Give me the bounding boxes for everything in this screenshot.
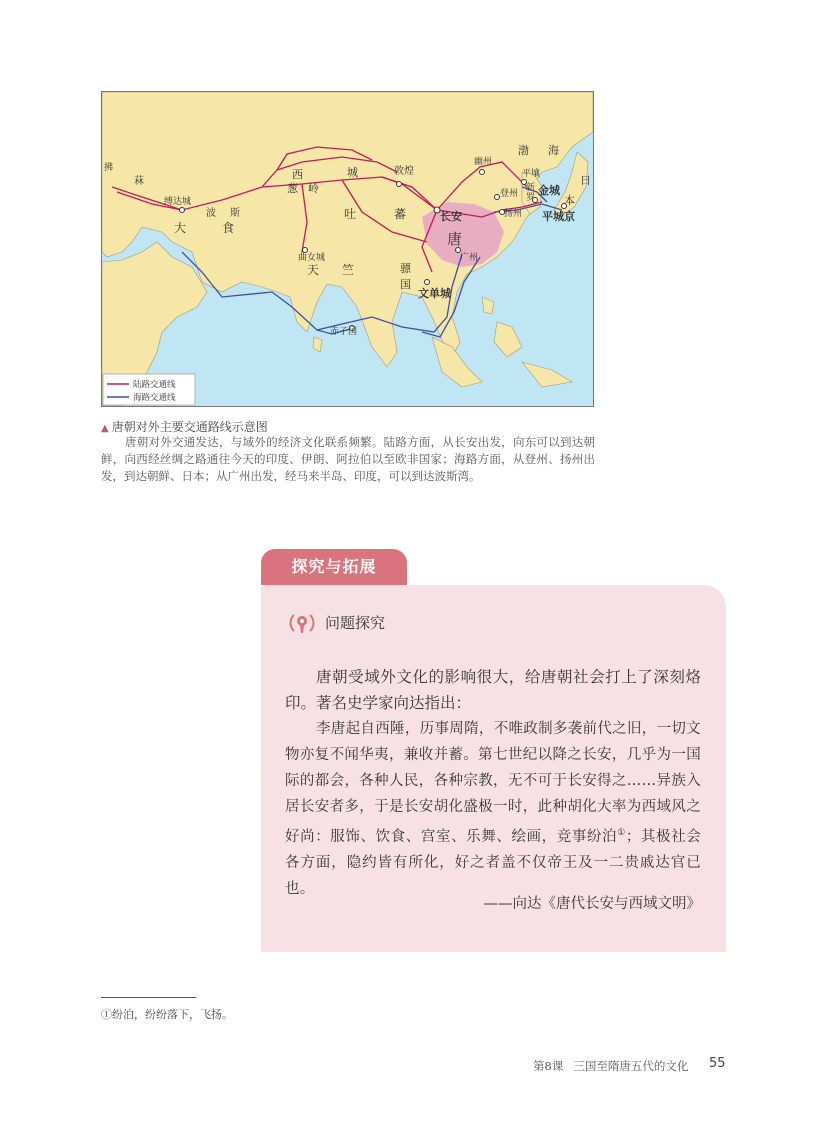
map-label-dengzhou: 登州 — [500, 189, 519, 199]
map-label-piao-1: 骠 — [400, 262, 411, 275]
question-explore-icon — [289, 610, 315, 636]
map-label-wendancheng: 文单城 — [418, 287, 451, 300]
map-label-jincheng: 金城 — [538, 184, 560, 197]
quote-text-part-1: 李唐起自西陲，历事周隋，不唯政制多袭前代之旧，一切文物亦复不闻华夷，兼收并蓄。第七世纪以降之长安，几乎为一国际的都会，各种人民，各种宗教，无不可于长安得之……异族入居长安者多，于是长安胡化盛极一时，此种胡化大率为西域风之好尚：服饰、饮食、宫室、乐舞、绘画，竞事纷泊 — [285, 721, 701, 845]
explore-section-tab: 探究与拓展 — [261, 549, 407, 585]
footer-title: 三国至隋唐五代的文化 — [573, 1059, 689, 1073]
map-label-tianzhu-2: 竺 — [342, 263, 355, 277]
footer-lesson: 第8课 — [533, 1059, 564, 1073]
quote-source: ——向达《唐代长安与西域文明》 — [483, 896, 701, 912]
map-label-japan-1: 日 — [580, 174, 591, 187]
map-label-changan: 长安 — [440, 210, 462, 223]
map-label-cong: 葱 — [287, 182, 298, 195]
map-label-japan-2: 本 — [564, 194, 575, 207]
map-label-fulin: 拂 — [104, 163, 114, 173]
map-label-ling: 岭 — [308, 182, 319, 195]
map-label-chizi: 赤子国 — [330, 327, 358, 337]
map-label-guangzhou: 广州 — [460, 253, 479, 263]
map-label-tianzhu-1: 天 — [307, 263, 320, 277]
map-label-xi: 西 — [292, 168, 303, 181]
map-label-bagdad: 缚达城 — [164, 197, 192, 207]
figure-caption-title — [101, 418, 268, 435]
legend-sea-label: 海路交通线 — [133, 393, 176, 403]
map-label-bohai-2: 海 — [548, 144, 559, 157]
quote-text-part-2: ；其极社会各方面，隐约皆有所化，好之者盖不仅帝王及一二贵戚达官已也。 — [285, 828, 701, 897]
page-footer — [533, 1058, 688, 1074]
map-label-dunhuang: 敦煌 — [394, 166, 414, 177]
map-label-bohai-1: 渤 — [518, 144, 529, 157]
section-title: 问题探究 — [325, 614, 386, 632]
map-label-pingrang: 平壤 — [522, 169, 541, 179]
map-label-dashi-2: 食 — [222, 221, 235, 235]
map-label-fulin-2: 菻 — [134, 176, 144, 187]
map-legend — [103, 374, 195, 405]
map-label-luo: 罗 — [526, 193, 536, 203]
footnote: ①纷泊，纷纷落下，飞扬。 — [101, 1008, 233, 1021]
map-label-youzhou: 幽州 — [474, 157, 493, 167]
triangle-icon: ▲ — [101, 423, 109, 434]
caption-title-text: 唐朝对外主要交通路线示意图 — [111, 420, 268, 434]
page-number: 55 — [709, 1056, 726, 1071]
map-label-piao-2: 国 — [400, 278, 411, 291]
map-label-cheng: 城 — [347, 166, 358, 179]
footnote-divider — [101, 997, 196, 998]
map-label-tubo-1: 吐 — [344, 207, 357, 221]
tang-trade-routes-map — [101, 91, 594, 407]
map-label-qunucheng: 曲女城 — [298, 253, 326, 263]
map-label-tang: 唐 — [447, 230, 463, 248]
figure-caption-body: 唐朝对外交通发达，与域外的经济文化联系频繁。陆路方面，从长安出发，向东可以到达朝鲜，向西经丝绸之路通往今天的印度、伊朗、阿拉伯以至欧非国家；海路方面，从登州、扬州出发，到达朝鲜、日本；从广州出发，经马来半岛、印度，可以到达波斯湾。 — [101, 435, 595, 483]
map-label-pingchengjing: 平城京 — [542, 210, 575, 223]
explore-intro-paragraph: 唐朝受域外文化的影响很大，给唐朝社会打上了深刻烙印。著名史学家向达指出： — [285, 668, 701, 712]
historian-quote — [285, 716, 701, 902]
footnote-marker: ① — [617, 828, 626, 838]
legend-land-label: 陆路交通线 — [133, 380, 176, 390]
map-label-dashi-1: 大 — [174, 221, 187, 235]
map-label-bosi-2: 斯 — [230, 208, 240, 219]
map-label-yangzhou: 扬州 — [504, 209, 523, 219]
map-label-tubo-2: 蕃 — [394, 207, 407, 221]
map-label-xinluo: 新 — [526, 183, 536, 193]
map-label-bosi-1: 波 — [206, 208, 216, 219]
